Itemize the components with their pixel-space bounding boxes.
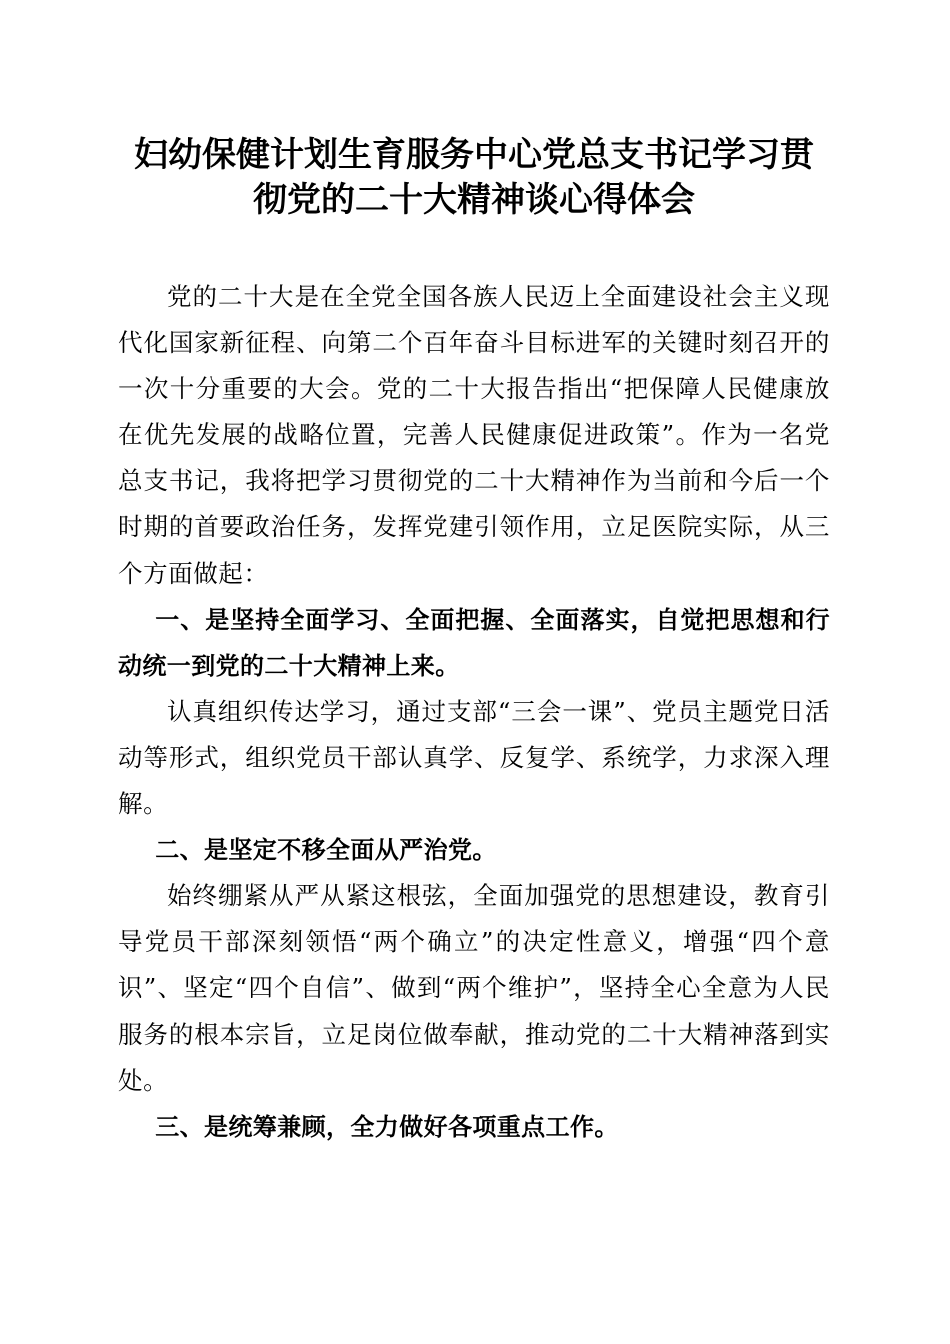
paragraph-intro: 党的二十大是在全党全国各族人民迈上全面建设社会主义现代化国家新征程、向第二个百年奋斗目标进军的关键时刻召开的一次十分重要的大会。党的二十大报告指出“把保障人民健康放在优先发展的战略位置，完善人民健康促进政策”。作为一名党总支书记，我将把学习贯彻党的二十大精神作为当前和今后一个时期的首要政治任务，发挥党建引领作用，立足医院实际，从三个方面做起： — [118, 282, 830, 588]
paragraph-section-2: 始终绷紧从严从紧这根弦，全面加强党的思想建设，教育引导党员干部深刻领悟“两个确立”的决定性意义，增强“四个意识”、坚定“四个自信”、做到“两个维护”，坚持全心全意为人民服务的根本宗旨，立足岗位做奉献，推动党的二十大精神落到实处。 — [118, 881, 830, 1095]
document-body — [118, 274, 830, 1150]
document-title: 妇幼保健计划生育服务中心党总支书记学习贯彻党的二十大精神谈心得体会 — [134, 135, 814, 220]
section-heading-2: 二、是坚定不移全面从严治党。 — [155, 836, 497, 865]
section-heading-1: 一、是坚持全面学习、全面把握、全面落实，自觉把思想和行动统一到党的二十大精神上来。 — [118, 605, 830, 680]
paragraph-section-1: 认真组织传达学习，通过支部“三会一课”、党员主题党日活动等形式，组织党员干部认真学、反复学、系统学，力求深入理解。 — [118, 696, 830, 819]
section-heading-3: 三、是统筹兼顾，全力做好各项重点工作。 — [155, 1112, 619, 1141]
